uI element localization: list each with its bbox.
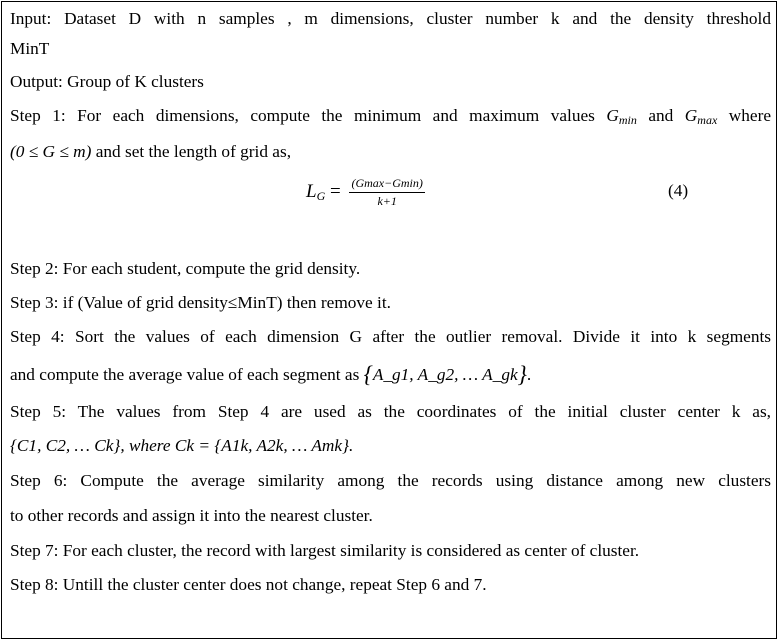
grid-length-formula: $L_G$ = $\frac{(Gmax-Gmin)}{k+1}$ bbox=[306, 176, 423, 208]
output-line: Output: Group of K clusters bbox=[10, 72, 204, 91]
step1-condition: (0 ≤ G ≤ m) bbox=[10, 142, 92, 161]
step1-line-2 bbox=[10, 141, 771, 163]
step1-rest: and set the length of grid as, bbox=[91, 142, 292, 161]
step6-line-1: Step 6: Compute the average similarity among the records using distance among new clusters bbox=[10, 471, 771, 490]
step4-line-2: and compute the average value of each segment as {A_g1, A_g2, … A_gk}. bbox=[10, 362, 532, 387]
input-line-1: Input: Dataset D with n samples , m dimensions, cluster number k and the density threshold bbox=[10, 9, 771, 28]
step5-line-2: {C1, C2, … Ck}, where Ck = {A1k, A2k, … Amk}. bbox=[10, 436, 354, 455]
step3-line: Step 3: if (Value of grid density≤MinT) then remove it. bbox=[10, 293, 391, 312]
equation-number: (4) bbox=[668, 181, 689, 200]
step2-line: Step 2: For each student, compute the grid density. bbox=[10, 259, 361, 278]
formula-fraction: $\frac{(Gmax-Gmin)}{k+1}$ bbox=[351, 176, 423, 208]
step1-and: and bbox=[636, 106, 685, 125]
input-line-2: MinT bbox=[10, 39, 50, 58]
gmin-symbol: $G_{min}$ bbox=[606, 106, 637, 127]
step8-line: Step 8: Untill the cluster center does not change, repeat Step 6 and 7. bbox=[10, 575, 487, 594]
step5-line-1: Step 5: The values from Step 4 are used as the coordinates of the initial cluster center k as, bbox=[10, 402, 771, 421]
gmax-symbol: $G_{max}$ bbox=[684, 106, 718, 127]
segment-average-set: {A_g1, A_g2, … A_gk} bbox=[363, 362, 527, 387]
step1-where: where bbox=[717, 106, 771, 125]
step6-line-2: to other records and assign it into the nearest cluster. bbox=[10, 506, 373, 525]
step4-line-1: Step 4: Sort the values of each dimension G after the outlier removal. Divide it into k segments bbox=[10, 327, 771, 346]
step7-line: Step 7: For each cluster, the record with largest similarity is considered as center of cluster. bbox=[10, 541, 640, 560]
step1-line-1 bbox=[10, 105, 771, 131]
step1-prefix: Step 1: For each dimensions, compute the minimum and maximum values bbox=[10, 106, 607, 125]
